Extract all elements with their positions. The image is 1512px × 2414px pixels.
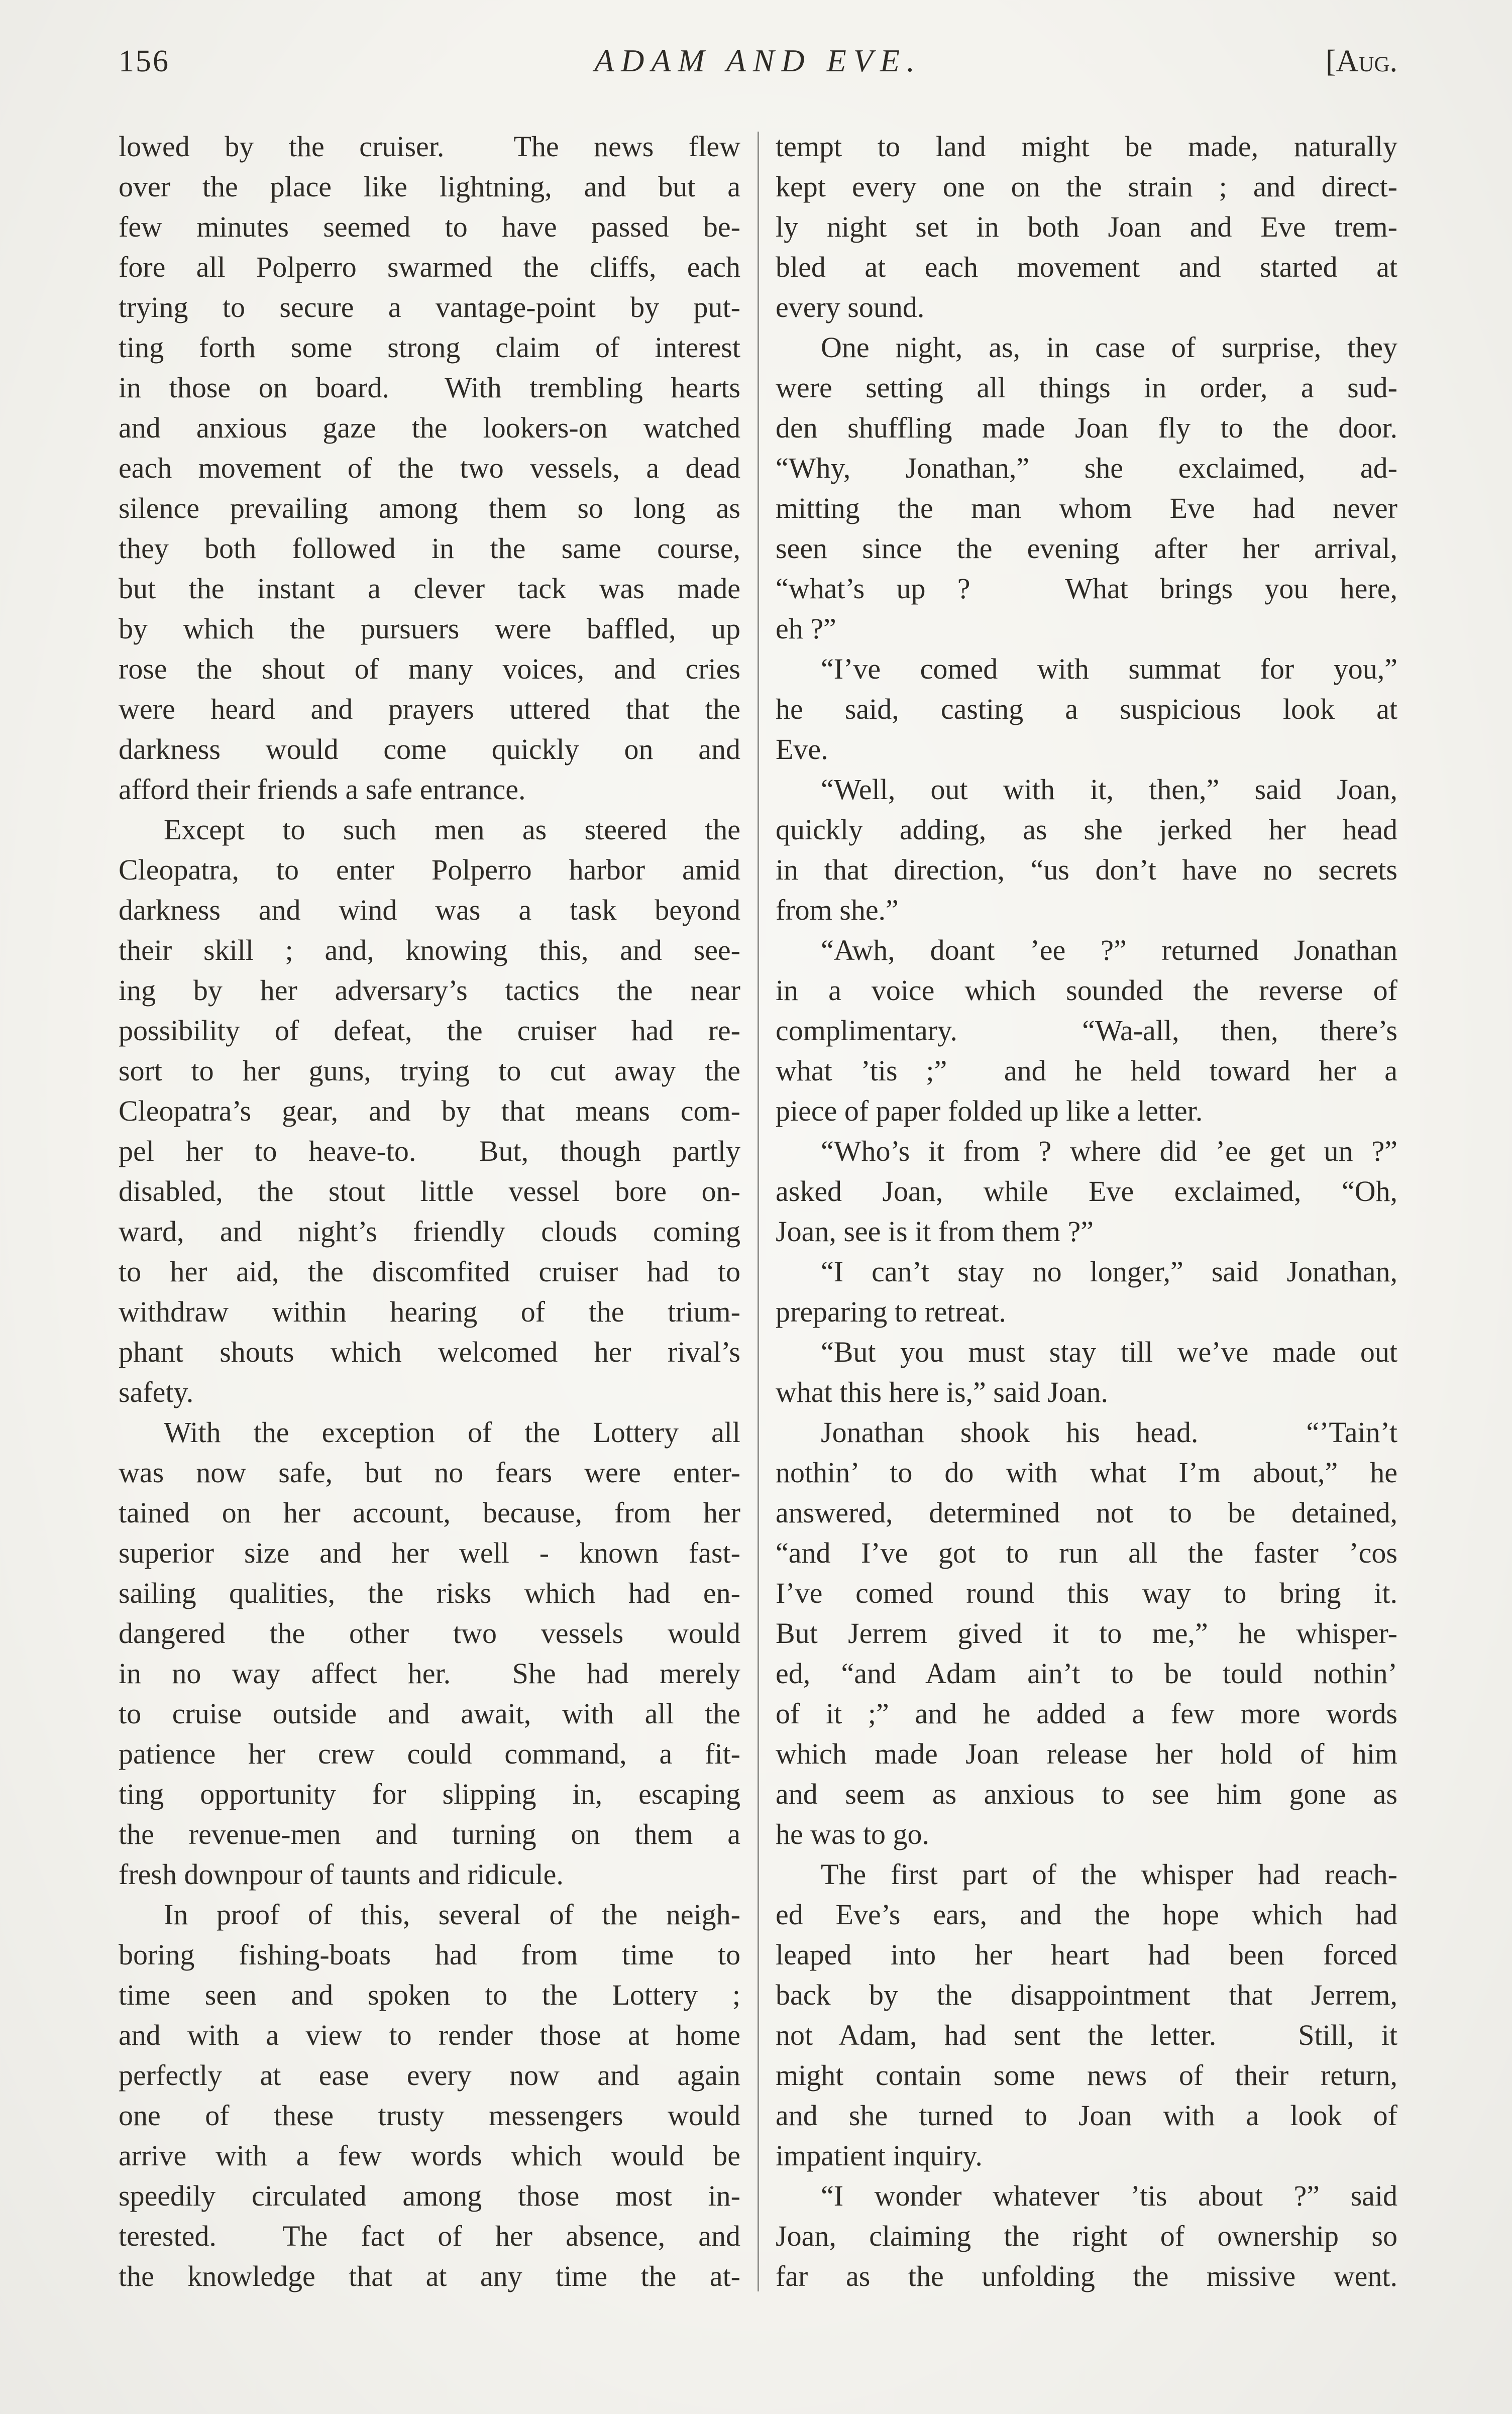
text-line: But Jerrem gived it to me,” he whisper- xyxy=(776,1617,1397,1650)
text-line: One night, as, in case of surprise, they xyxy=(821,331,1397,364)
text-line: “I can’t stay no longer,” said Jonathan, xyxy=(821,1255,1397,1288)
text-line: but the instant a clever tack was made xyxy=(119,572,740,605)
text-line: Cleopatra, to enter Polperro harbor amid xyxy=(119,853,740,886)
text-line: darkness and wind was a task beyond xyxy=(119,894,740,926)
text-line: their skill ; and, knowing this, and see- xyxy=(119,934,740,966)
text-line: each movement of the two vessels, a dead xyxy=(119,452,740,484)
text-line: asked Joan, while Eve exclaimed, “Oh, xyxy=(776,1175,1397,1208)
text-line: were heard and prayers uttered that the xyxy=(119,693,740,725)
text-line: safety. xyxy=(119,1376,194,1408)
text-line: ing by her adversary’s tactics the near xyxy=(119,974,740,1007)
paragraph xyxy=(776,1252,1397,1332)
paragraph xyxy=(776,1854,1397,2176)
text-line: ward, and night’s friendly clouds coming xyxy=(119,1215,740,1248)
left-column xyxy=(119,127,740,2296)
paragraph xyxy=(776,2176,1397,2296)
text-line: darkness would come quickly on and xyxy=(119,733,740,765)
text-line: bled at each movement and started at xyxy=(776,251,1397,283)
text-line: answered, determined not to be detained, xyxy=(776,1496,1397,1529)
text-line: superior size and her well - known fast- xyxy=(119,1537,740,1569)
text-line: Jonathan shook his head. “’Tain’t xyxy=(821,1416,1397,1449)
text-line: back by the disappointment that Jerrem, xyxy=(776,1979,1397,2011)
text-line: impatient inquiry. xyxy=(776,2139,983,2172)
text-line: disabled, the stout little vessel bore on- xyxy=(119,1175,740,1208)
text-line: not Adam, had sent the letter. Still, it xyxy=(776,2019,1397,2051)
issue-label: [Aug. xyxy=(1325,44,1397,78)
text-line: lowed by the cruiser. The news flew xyxy=(119,130,740,163)
text-line: arrive with a few words which would be xyxy=(119,2139,740,2172)
text-line: perfectly at ease every now and again xyxy=(119,2059,740,2092)
text-line: “Awh, doant ’ee ?” returned Jonathan xyxy=(821,934,1397,966)
text-line: were setting all things in order, a sud- xyxy=(776,371,1397,404)
text-line: Joan, see is it from them ?” xyxy=(776,1215,1094,1248)
text-line: boring fishing-boats had from time to xyxy=(119,1938,740,1971)
right-column xyxy=(776,127,1397,2296)
text-line: and seem as anxious to see him gone as xyxy=(776,1778,1397,1810)
text-line: to cruise outside and await, with all the xyxy=(119,1697,740,1730)
paragraph xyxy=(119,127,740,810)
text-line: ting opportunity for slipping in, escaping xyxy=(119,1778,740,1810)
text-line: ting forth some strong claim of interest xyxy=(119,331,740,364)
text-line: “I wonder whatever ’tis about ?” said xyxy=(821,2179,1397,2212)
text-line: Eve. xyxy=(776,733,828,765)
text-line: over the place like lightning, and but a xyxy=(119,170,740,203)
text-line: time seen and spoken to the Lottery ; xyxy=(119,1979,740,2011)
text-line: one of these trusty messengers would xyxy=(119,2099,740,2132)
text-line: far as the unfolding the missive went. xyxy=(776,2260,1397,2292)
paragraph xyxy=(776,1412,1397,1854)
paragraph xyxy=(776,649,1397,770)
text-line: eh ?” xyxy=(776,612,836,645)
text-line: they both followed in the same course, xyxy=(119,532,740,565)
text-line: Joan, claiming the right of ownership so xyxy=(776,2220,1397,2252)
paragraph xyxy=(119,810,740,1412)
text-line: in those on board. With trembling hearts xyxy=(119,371,740,404)
text-line: preparing to retreat. xyxy=(776,1295,1006,1328)
text-line: of it ;” and he added a few more words xyxy=(776,1697,1397,1730)
text-line: every sound. xyxy=(776,291,925,323)
text-line: terested. The fact of her absence, and xyxy=(119,2220,740,2252)
text-line: tained on her account, because, from her xyxy=(119,1496,740,1529)
paragraph xyxy=(776,327,1397,649)
text-line: Cleopatra’s gear, and by that means com- xyxy=(119,1094,740,1127)
text-line: might contain some news of their return, xyxy=(776,2059,1397,2092)
text-line: pel her to heave-to. But, though partly xyxy=(119,1135,740,1167)
text-line: rose the shout of many voices, and cries xyxy=(119,652,740,685)
text-line: in that direction, “us don’t have no secrets xyxy=(776,853,1397,886)
text-line: “Well, out with it, then,” said Joan, xyxy=(821,773,1397,806)
text-line: nothin’ to do with what I’m about,” he xyxy=(776,1456,1397,1489)
text-line: ed, “and Adam ain’t to be tould nothin’ xyxy=(776,1657,1397,1690)
text-line: dangered the other two vessels would xyxy=(119,1617,740,1650)
text-line: few minutes seemed to have passed be- xyxy=(119,210,740,243)
text-line: to her aid, the discomfited cruiser had to xyxy=(119,1255,740,1288)
paragraph xyxy=(776,1332,1397,1412)
text-line: afford their friends a safe entrance. xyxy=(119,773,526,806)
text-line: sort to her guns, trying to cut away the xyxy=(119,1054,740,1087)
text-line: what this here is,” said Joan. xyxy=(776,1376,1109,1408)
text-line: I’ve comed round this way to bring it. xyxy=(776,1577,1397,1609)
text-line: and anxious gaze the lookers-on watched xyxy=(119,411,740,444)
paragraph xyxy=(776,930,1397,1131)
text-line: and she turned to Joan with a look of xyxy=(776,2099,1397,2132)
text-line: what ’tis ;” and he held toward her a xyxy=(776,1054,1397,1087)
column-divider-rule xyxy=(758,132,759,2291)
text-line: tempt to land might be made, naturally xyxy=(776,130,1397,163)
text-line: “I’ve comed with summat for you,” xyxy=(821,652,1397,685)
text-line: “But you must stay till we’ve made out xyxy=(821,1336,1397,1368)
text-line: “what’s up ? What brings you here, xyxy=(776,572,1397,605)
text-line: quickly adding, as she jerked her head xyxy=(776,813,1397,846)
text-line: fore all Polperro swarmed the cliffs, each xyxy=(119,251,740,283)
text-line: by which the pursuers were baffled, up xyxy=(119,612,740,645)
text-columns xyxy=(119,127,1397,2296)
text-line: fresh downpour of taunts and ridicule. xyxy=(119,1858,564,1891)
text-line: “Why, Jonathan,” she exclaimed, ad- xyxy=(776,452,1397,484)
page-number: 156 xyxy=(119,44,170,78)
running-title: ADAM AND EVE. xyxy=(594,43,922,78)
text-line: sailing qualities, the risks which had en- xyxy=(119,1577,740,1609)
text-line: “Who’s it from ? where did ’ee get un ?” xyxy=(821,1135,1397,1167)
text-line: The first part of the whisper had reach- xyxy=(821,1858,1397,1891)
text-line: in no way affect her. She had merely xyxy=(119,1657,740,1690)
paragraph xyxy=(776,770,1397,930)
text-line: With the exception of the Lottery all xyxy=(164,1416,740,1449)
text-line: the knowledge that at any time the at- xyxy=(119,2260,740,2292)
text-line: and with a view to render those at home xyxy=(119,2019,740,2051)
text-line: which made Joan release her hold of him xyxy=(776,1737,1397,1770)
text-line: piece of paper folded up like a letter. xyxy=(776,1094,1203,1127)
text-line: withdraw within hearing of the trium- xyxy=(119,1295,740,1328)
text-line: was now safe, but no fears were enter- xyxy=(119,1456,740,1489)
text-line: leaped into her heart had been forced xyxy=(776,1938,1397,1971)
text-line: he said, casting a suspicious look at xyxy=(776,693,1397,725)
text-line: silence prevailing among them so long as xyxy=(119,492,740,524)
text-line: kept every one on the strain ; and direct- xyxy=(776,170,1397,203)
text-line: trying to secure a vantage-point by put- xyxy=(119,291,740,323)
text-line: ly night set in both Joan and Eve trem- xyxy=(776,210,1397,243)
text-line: the revenue-men and turning on them a xyxy=(119,1818,740,1850)
text-line: ed Eve’s ears, and the hope which had xyxy=(776,1898,1397,1931)
paragraph xyxy=(119,1895,740,2296)
text-line: from she.” xyxy=(776,894,899,926)
text-line: seen since the evening after her arrival, xyxy=(776,532,1397,565)
text-line: Except to such men as steered the xyxy=(164,813,740,846)
text-line: in a voice which sounded the reverse of xyxy=(776,974,1397,1007)
text-line: he was to go. xyxy=(776,1818,930,1850)
text-line: complimentary. “Wa-all, then, there’s xyxy=(776,1014,1397,1047)
page-header xyxy=(119,42,1397,79)
text-line: “and I’ve got to run all the faster ’cos xyxy=(776,1537,1397,1569)
text-line: speedily circulated among those most in- xyxy=(119,2179,740,2212)
paragraph xyxy=(776,127,1397,327)
paragraph xyxy=(776,1131,1397,1252)
text-line: phant shouts which welcomed her rival’s xyxy=(119,1336,740,1368)
text-line: mitting the man whom Eve had never xyxy=(776,492,1397,524)
text-line: In proof of this, several of the neigh- xyxy=(164,1898,740,1931)
text-line: den shuffling made Joan fly to the door. xyxy=(776,411,1397,444)
paragraph xyxy=(119,1412,740,1895)
text-line: possibility of defeat, the cruiser had re- xyxy=(119,1014,740,1047)
text-line: patience her crew could command, a fit- xyxy=(119,1737,740,1770)
